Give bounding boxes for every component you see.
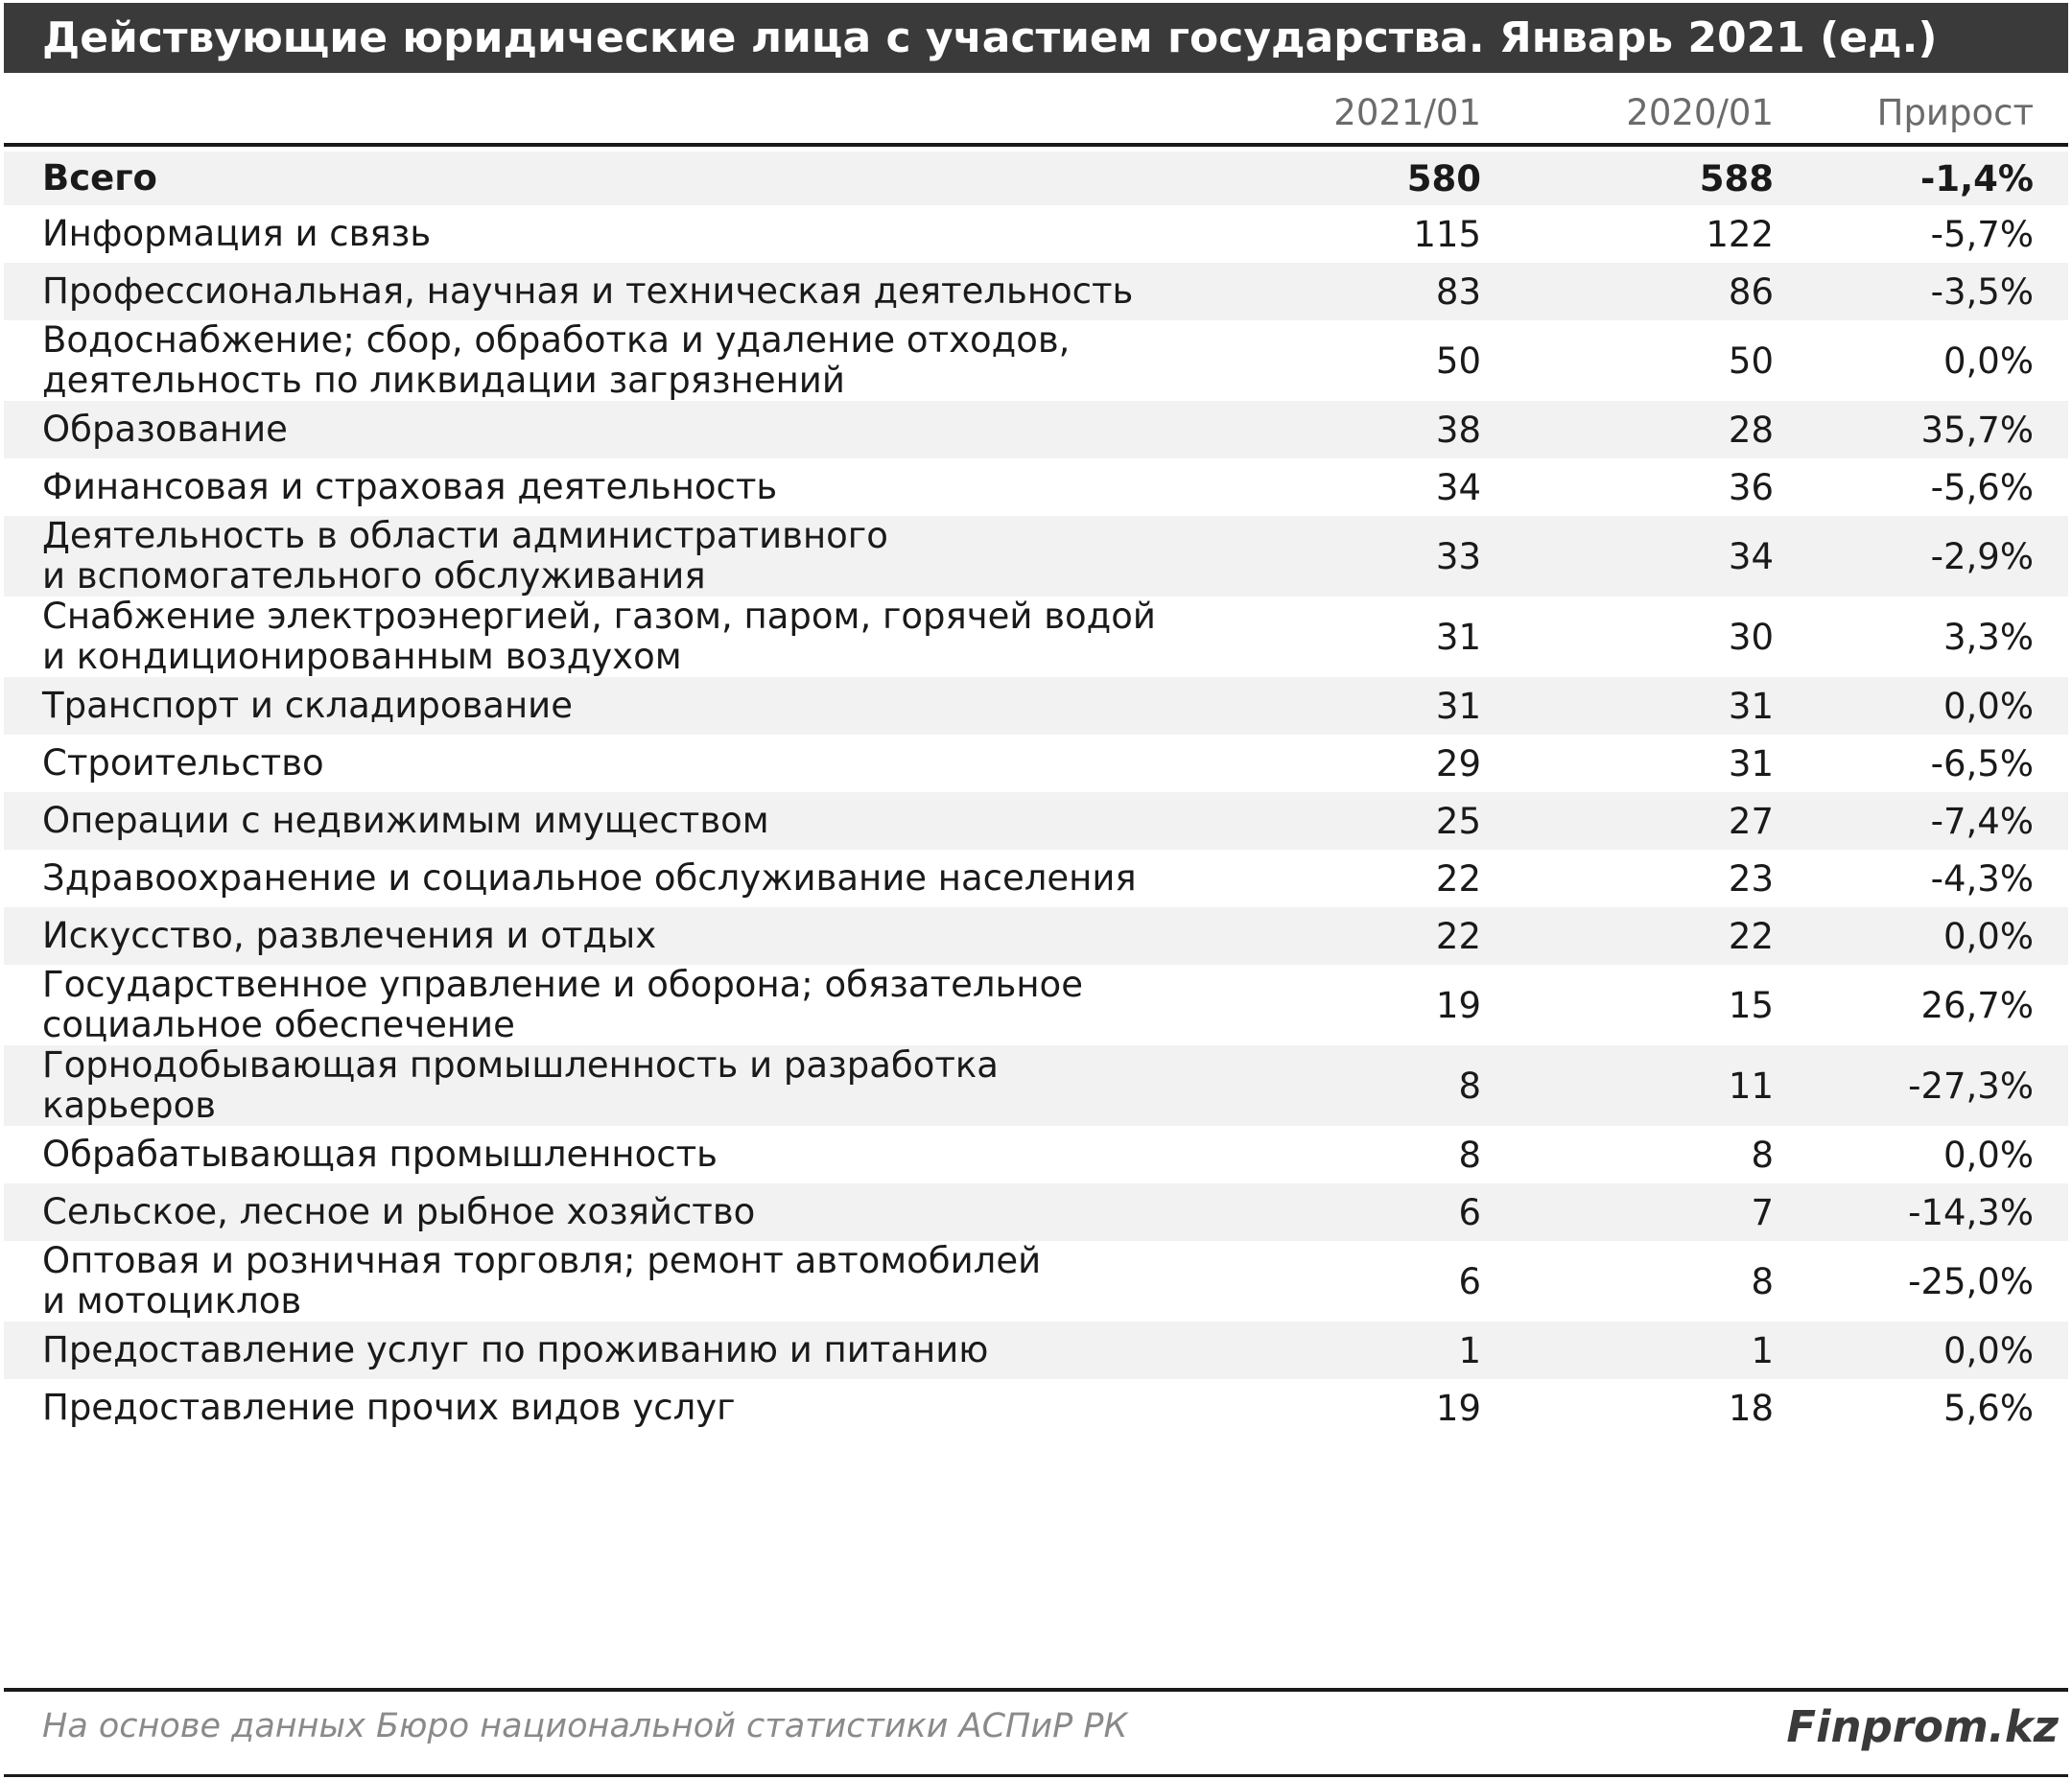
table-row: [4, 263, 2068, 320]
table-row-total: [4, 152, 2068, 205]
row-label-line: деятельность по ликвидации загрязнений: [42, 360, 845, 401]
row-label-line: и вспомогательного обслуживания: [42, 555, 706, 597]
row-label: [42, 850, 1174, 907]
value-growth: -25,0%: [1908, 1260, 2034, 1302]
row-label: [42, 735, 1174, 792]
row-label-line: Обрабатывающая промышленность: [42, 1134, 718, 1175]
table-row: [4, 516, 2068, 597]
row-label: [42, 516, 1174, 597]
table-row: [4, 792, 2068, 850]
value-2020: 27: [1728, 800, 1774, 842]
value-2020: 23: [1728, 857, 1774, 900]
value-2020: 11: [1728, 1065, 1774, 1107]
table-row: [4, 1322, 2068, 1379]
table-row: [4, 850, 2068, 907]
table-row: [4, 597, 2068, 677]
value-2020: 34: [1728, 535, 1774, 577]
table-body: [4, 152, 2068, 1437]
value-growth: -6,5%: [1930, 742, 2034, 784]
row-label-line: Финансовая и страховая деятельность: [42, 466, 778, 507]
value-2021: 38: [1435, 409, 1481, 451]
table-row: [4, 907, 2068, 965]
row-label-line: Информация и связь: [42, 213, 432, 254]
value-2021: 29: [1435, 742, 1481, 784]
table-row: [4, 677, 2068, 735]
value-2021: 19: [1435, 1387, 1481, 1429]
value-2021: 83: [1435, 270, 1481, 313]
row-label: [42, 1045, 1174, 1126]
value-2021: 33: [1435, 535, 1481, 577]
value-growth: 0,0%: [1943, 685, 2034, 727]
value-growth: -14,3%: [1908, 1191, 2034, 1233]
value-growth: 0,0%: [1943, 1134, 2034, 1176]
value-2020: 1: [1751, 1329, 1774, 1371]
row-label: [42, 1241, 1174, 1322]
row-label-line: и мотоциклов: [42, 1280, 302, 1322]
row-label-line: Строительство: [42, 742, 324, 784]
row-label: [42, 152, 1174, 205]
value-growth: -5,7%: [1930, 213, 2034, 255]
value-growth: -1,4%: [1920, 157, 2034, 199]
row-label: [42, 677, 1174, 735]
value-2020: 18: [1728, 1387, 1774, 1429]
value-growth: 0,0%: [1943, 1329, 2034, 1371]
value-2020: 50: [1728, 339, 1774, 382]
value-2021: 8: [1458, 1065, 1481, 1107]
footer-rule: [4, 1774, 2068, 1777]
value-2020: 22: [1728, 915, 1774, 957]
value-growth: -3,5%: [1930, 270, 2034, 313]
row-label: [42, 1322, 1174, 1379]
table-row: [4, 205, 2068, 263]
row-label-line: Водоснабжение; сбор, обработка и удаление отходов,: [42, 319, 1071, 361]
value-growth: -4,3%: [1930, 857, 2034, 900]
column-header-2020: 2020/01: [1626, 92, 1774, 133]
row-label-line: Предоставление прочих видов услуг: [42, 1387, 736, 1428]
row-label: [42, 205, 1174, 263]
table-row: [4, 401, 2068, 458]
value-2020: 122: [1706, 213, 1774, 255]
row-label: [42, 1183, 1174, 1241]
row-label: [42, 597, 1174, 677]
row-label: [42, 320, 1174, 401]
value-2021: 50: [1435, 339, 1481, 382]
value-2020: 8: [1751, 1260, 1774, 1302]
value-growth: -27,3%: [1908, 1065, 2034, 1107]
value-growth: 26,7%: [1920, 984, 2034, 1026]
value-2021: 31: [1435, 685, 1481, 727]
row-label: [42, 965, 1174, 1045]
row-label-line: Всего: [42, 157, 157, 199]
row-label: [42, 263, 1174, 320]
row-label-line: Операции с недвижимым имуществом: [42, 800, 769, 841]
row-label-line: Снабжение электроэнергией, газом, паром, горячей водой: [42, 596, 1156, 637]
row-label-line: Сельское, лесное и рыбное хозяйство: [42, 1191, 756, 1232]
value-growth: -7,4%: [1930, 800, 2034, 842]
row-label: [42, 792, 1174, 850]
value-growth: 3,3%: [1943, 616, 2034, 658]
value-2021: 22: [1435, 915, 1481, 957]
table-row: [4, 1126, 2068, 1183]
table-row: [4, 458, 2068, 516]
row-label-line: Искусство, развлечения и отдых: [42, 915, 657, 956]
table-row: [4, 1045, 2068, 1126]
table-row: [4, 965, 2068, 1045]
value-2020: 86: [1728, 270, 1774, 313]
row-label: [42, 401, 1174, 458]
row-label: [42, 1379, 1174, 1437]
column-header-2021: 2021/01: [1333, 92, 1481, 133]
value-2020: 28: [1728, 409, 1774, 451]
table-row: [4, 320, 2068, 401]
value-2021: 25: [1435, 800, 1481, 842]
row-label-line: карьеров: [42, 1085, 217, 1126]
value-2020: 30: [1728, 616, 1774, 658]
row-label-line: Профессиональная, научная и техническая деятельность: [42, 270, 1134, 312]
row-label-line: Государственное управление и оборона; обязательное: [42, 964, 1083, 1005]
row-label: [42, 1126, 1174, 1183]
value-2021: 31: [1435, 616, 1481, 658]
value-2021: 6: [1458, 1191, 1481, 1233]
row-label: [42, 907, 1174, 965]
value-2021: 34: [1435, 466, 1481, 508]
value-2020: 8: [1751, 1134, 1774, 1176]
table-row: [4, 1379, 2068, 1437]
table-header: [4, 75, 2068, 147]
value-2021: 19: [1435, 984, 1481, 1026]
value-growth: 5,6%: [1943, 1387, 2034, 1429]
row-label-line: Предоставление услуг по проживанию и питанию: [42, 1329, 989, 1370]
value-2020: 7: [1751, 1191, 1774, 1233]
table-bottom-rule: [4, 1688, 2068, 1692]
value-2021: 1: [1458, 1329, 1481, 1371]
value-2021: 6: [1458, 1260, 1481, 1302]
value-2020: 31: [1728, 685, 1774, 727]
source-note: На основе данных Бюро национальной статистики АСПиР РК: [42, 1707, 1128, 1745]
row-label-line: Транспорт и складирование: [42, 685, 573, 726]
value-growth: 0,0%: [1943, 915, 2034, 957]
value-2020: 31: [1728, 742, 1774, 784]
value-growth: -2,9%: [1930, 535, 2034, 577]
table-row: [4, 1183, 2068, 1241]
table-row: [4, 1241, 2068, 1322]
row-label: [42, 458, 1174, 516]
table-title: Действующие юридические лица с участием государства. Январь 2021 (ед.): [4, 3, 2068, 73]
row-label-line: Горнодобывающая промышленность и разработка: [42, 1044, 999, 1086]
row-label-line: Деятельность в области административного: [42, 515, 888, 556]
value-2021: 580: [1406, 157, 1481, 199]
row-label-line: и кондиционированным воздухом: [42, 636, 682, 677]
value-2020: 588: [1699, 157, 1774, 199]
brand-logo: Finprom.kz: [1786, 1701, 2059, 1752]
value-2021: 8: [1458, 1134, 1481, 1176]
column-header-growth: Прирост: [1876, 92, 2034, 133]
table-row: [4, 735, 2068, 792]
value-2021: 22: [1435, 857, 1481, 900]
value-2020: 36: [1728, 466, 1774, 508]
row-label-line: Оптовая и розничная торговля; ремонт автомобилей: [42, 1240, 1042, 1281]
value-2021: 115: [1413, 213, 1481, 255]
value-growth: 0,0%: [1943, 339, 2034, 382]
value-growth: 35,7%: [1920, 409, 2034, 451]
row-label-line: социальное обеспечение: [42, 1004, 515, 1045]
row-label-line: Здравоохранение и социальное обслуживание населения: [42, 857, 1137, 899]
value-growth: -5,6%: [1930, 466, 2034, 508]
row-label-line: Образование: [42, 409, 288, 450]
value-2020: 15: [1728, 984, 1774, 1026]
